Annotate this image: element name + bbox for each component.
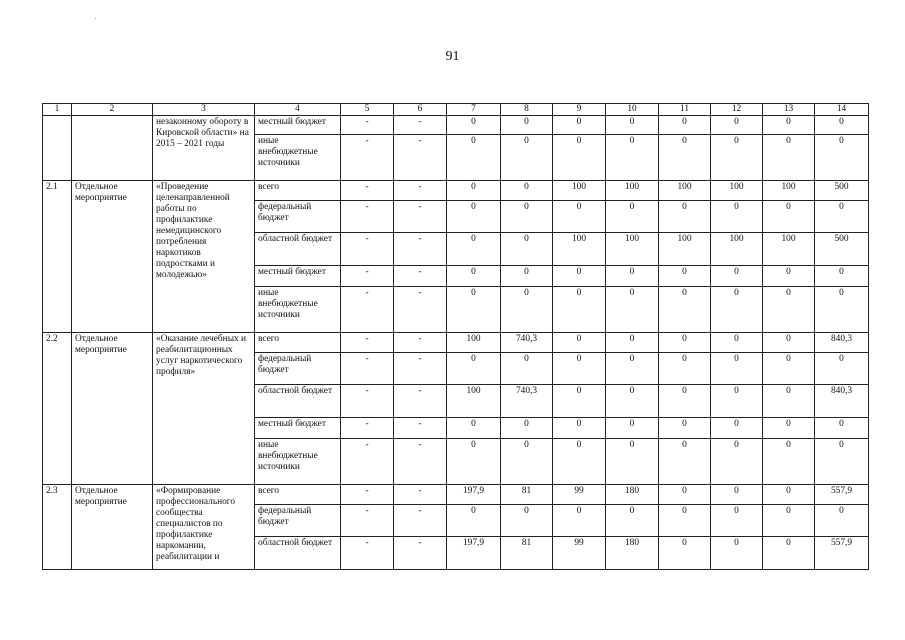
value-cell: 0 [553,116,606,135]
value-cell: 0 [501,353,553,385]
value-cell: 0 [763,385,815,418]
value-cell: 99 [553,485,606,505]
value-cell: 0 [763,266,815,287]
value-cell: 0 [711,485,763,505]
column-number-row [43,104,869,116]
value-cell: 0 [447,353,501,385]
value-cell: 0 [763,505,815,537]
value-cell: 0 [711,537,763,570]
value-cell: 0 [606,353,659,385]
value-cell: 0 [606,439,659,485]
value-cell: 0 [711,385,763,418]
value-cell: 0 [553,418,606,439]
value-cell: 0 [659,537,711,570]
row-name: незаконному обороту в Кировской области» на 2015 – 2021 годы [153,116,255,181]
value-cell: - [341,537,394,570]
value-cell: 0 [763,537,815,570]
value-cell: - [341,266,394,287]
value-cell: 0 [659,333,711,353]
value-cell: 81 [501,485,553,505]
value-cell: 0 [659,201,711,233]
value-cell: 0 [711,353,763,385]
value-cell: - [394,353,447,385]
value-cell: 0 [711,505,763,537]
value-cell: 0 [711,287,763,333]
table-row [43,116,869,135]
value-cell: 0 [553,505,606,537]
value-cell: 0 [606,385,659,418]
value-cell: 0 [553,385,606,418]
value-cell: 0 [553,333,606,353]
column-number: 10 [606,104,659,116]
value-cell: 840,3 [815,333,869,353]
value-cell: 0 [711,266,763,287]
value-cell: 0 [763,418,815,439]
value-cell: 0 [447,116,501,135]
funding-source: областной бюджет [255,385,341,418]
value-cell: 0 [815,116,869,135]
value-cell: 0 [763,353,815,385]
value-cell: 100 [711,181,763,201]
table-row [43,333,869,353]
row-type: Отдельное мероприятие [72,181,153,333]
value-cell: 0 [659,116,711,135]
value-cell: 100 [606,181,659,201]
value-cell: 0 [711,333,763,353]
value-cell: 0 [501,201,553,233]
value-cell: 0 [815,353,869,385]
value-cell: 0 [501,233,553,266]
row-name: «Формирование профессионального сообщества специалистов по профилактике наркомании, реабилитации и [153,485,255,570]
value-cell: 0 [606,418,659,439]
value-cell: 197,9 [447,485,501,505]
value-cell: 0 [815,287,869,333]
value-cell: 0 [659,287,711,333]
value-cell: 0 [501,181,553,201]
value-cell: 100 [659,181,711,201]
column-number: 14 [815,104,869,116]
value-cell: 557,9 [815,485,869,505]
row-type: Отдельное мероприятие [72,485,153,570]
funding-source: федеральный бюджет [255,201,341,233]
value-cell: 840,3 [815,385,869,418]
value-cell: 0 [501,266,553,287]
funding-source: местный бюджет [255,116,341,135]
column-number: 5 [341,104,394,116]
value-cell: 0 [763,135,815,181]
value-cell: 99 [553,537,606,570]
value-cell: 0 [711,135,763,181]
column-number: 9 [553,104,606,116]
value-cell: 0 [606,135,659,181]
value-cell: 0 [447,505,501,537]
column-number: 11 [659,104,711,116]
column-number: 2 [72,104,153,116]
value-cell: - [341,505,394,537]
value-cell: - [394,418,447,439]
value-cell: 0 [447,181,501,201]
value-cell: 0 [553,266,606,287]
row-id: 2.1 [43,181,72,333]
value-cell: 0 [606,333,659,353]
value-cell: - [341,333,394,353]
value-cell: 0 [659,135,711,181]
value-cell: 100 [763,181,815,201]
row-id [43,116,72,181]
funding-source: иные внебюджетные источники [255,135,341,181]
value-cell: 0 [606,287,659,333]
row-type [72,116,153,181]
value-cell: 0 [501,116,553,135]
value-cell: 100 [606,233,659,266]
value-cell: 0 [553,439,606,485]
value-cell: 0 [553,201,606,233]
value-cell: 100 [447,385,501,418]
value-cell: 0 [501,439,553,485]
column-number: 6 [394,104,447,116]
value-cell: 0 [501,418,553,439]
funding-source: областной бюджет [255,233,341,266]
value-cell: 0 [553,353,606,385]
column-number: 13 [763,104,815,116]
value-cell: - [394,135,447,181]
value-cell: 0 [447,266,501,287]
value-cell: - [341,439,394,485]
budget-table [42,103,869,570]
value-cell: 0 [659,385,711,418]
funding-source: федеральный бюджет [255,505,341,537]
row-id: 2.3 [43,485,72,570]
value-cell: - [341,353,394,385]
funding-source: местный бюджет [255,418,341,439]
value-cell: - [341,485,394,505]
value-cell: - [341,116,394,135]
value-cell: - [341,181,394,201]
value-cell: 0 [553,287,606,333]
value-cell: 0 [501,135,553,181]
value-cell: - [341,201,394,233]
value-cell: 180 [606,537,659,570]
value-cell: 0 [711,201,763,233]
funding-source: всего [255,181,341,201]
value-cell: 0 [606,201,659,233]
value-cell: 500 [815,233,869,266]
column-number: 4 [255,104,341,116]
value-cell: - [394,439,447,485]
funding-source: областной бюджет [255,537,341,570]
value-cell: - [341,135,394,181]
value-cell: 0 [815,439,869,485]
value-cell: 0 [711,418,763,439]
value-cell: 0 [606,505,659,537]
funding-source: местный бюджет [255,266,341,287]
value-cell: 0 [659,266,711,287]
value-cell: 0 [763,439,815,485]
value-cell: 0 [447,439,501,485]
value-cell: 100 [553,181,606,201]
value-cell: - [394,505,447,537]
value-cell: 81 [501,537,553,570]
value-cell: - [394,287,447,333]
column-number: 7 [447,104,501,116]
value-cell: - [341,418,394,439]
value-cell: - [341,385,394,418]
value-cell: - [394,201,447,233]
value-cell: 0 [447,135,501,181]
value-cell: 0 [711,116,763,135]
value-cell: 0 [815,135,869,181]
value-cell: 100 [659,233,711,266]
value-cell: - [341,287,394,333]
value-cell: 0 [815,505,869,537]
value-cell: 0 [606,116,659,135]
row-name: «Проведение целенаправленной работы по профилактике немедицинского потребления наркотиков подростками и молодежью» [153,181,255,333]
row-name: «Оказание лечебных и реабилитационных услуг наркотического профиля» [153,333,255,485]
value-cell: 0 [659,439,711,485]
value-cell: 740,3 [501,385,553,418]
value-cell: 0 [815,418,869,439]
value-cell: 0 [815,266,869,287]
value-cell: 557,9 [815,537,869,570]
value-cell: 0 [763,116,815,135]
value-cell: 100 [711,233,763,266]
value-cell: 0 [501,287,553,333]
funding-source: всего [255,333,341,353]
value-cell: 0 [711,439,763,485]
value-cell: - [394,537,447,570]
value-cell: 0 [659,418,711,439]
column-number: 3 [153,104,255,116]
value-cell: 0 [763,333,815,353]
value-cell: 100 [447,333,501,353]
value-cell: 740,3 [501,333,553,353]
value-cell: 0 [447,418,501,439]
value-cell: 0 [763,287,815,333]
column-number: 8 [501,104,553,116]
table-row [43,181,869,201]
column-number: 12 [711,104,763,116]
value-cell: - [394,385,447,418]
row-id: 2.2 [43,333,72,485]
value-cell: 0 [659,485,711,505]
funding-source: всего [255,485,341,505]
value-cell: 0 [447,287,501,333]
value-cell: - [394,181,447,201]
value-cell: 0 [659,505,711,537]
value-cell: 0 [606,266,659,287]
funding-source: иные внебюджетные источники [255,287,341,333]
value-cell: 0 [815,201,869,233]
value-cell: - [394,485,447,505]
value-cell: - [394,266,447,287]
value-cell: 100 [553,233,606,266]
value-cell: - [341,233,394,266]
value-cell: 0 [447,233,501,266]
page-number: 91 [445,49,460,64]
value-cell: 197,9 [447,537,501,570]
value-cell: - [394,333,447,353]
value-cell: 0 [553,135,606,181]
funding-source: федеральный бюджет [255,353,341,385]
value-cell: 0 [447,201,501,233]
value-cell: 0 [763,201,815,233]
value-cell: 500 [815,181,869,201]
scan-speck [95,18,96,19]
value-cell: 0 [763,485,815,505]
value-cell: 180 [606,485,659,505]
value-cell: 100 [763,233,815,266]
funding-source: иные внебюджетные источники [255,439,341,485]
value-cell: 0 [501,505,553,537]
table-row [43,485,869,505]
column-number: 1 [43,104,72,116]
value-cell: - [394,116,447,135]
value-cell: - [394,233,447,266]
row-type: Отдельное мероприятие [72,333,153,485]
value-cell: 0 [659,353,711,385]
